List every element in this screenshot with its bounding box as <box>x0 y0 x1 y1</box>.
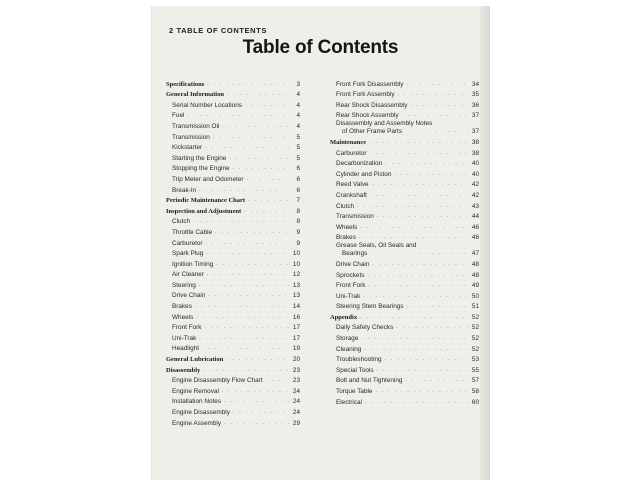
toc-entry-label: Spark Plug <box>172 250 204 258</box>
toc-entry-page-number: 57 <box>471 377 479 385</box>
toc-entry <box>330 188 479 199</box>
toc-entry-label: Steering Stem Bearings <box>336 303 404 311</box>
toc-entry-label: Clutch <box>336 202 355 210</box>
toc-entry-label: Troubleshooting <box>336 356 382 364</box>
toc-entry-label: Front Fork Assembly <box>336 91 395 99</box>
toc-entry-label: Ignition Timing <box>172 260 214 268</box>
toc-entry-label: Crankshaft <box>336 191 367 199</box>
toc-entry <box>330 257 479 268</box>
dot-leader <box>370 151 468 156</box>
toc-entry-page-number: 6 <box>296 165 300 173</box>
dot-leader <box>406 82 468 87</box>
dot-leader <box>385 357 468 362</box>
dot-leader <box>369 140 468 145</box>
toc-entry-label: Periodic Maintenance Chart <box>166 197 246 205</box>
toc-entry-label: Cleaning <box>336 345 362 353</box>
toc-entry <box>330 268 479 279</box>
toc-section-entry <box>166 363 300 374</box>
dot-leader <box>365 400 468 405</box>
toc-entry-page-number: 43 <box>471 202 479 210</box>
toc-section-entry <box>166 77 300 88</box>
toc-entry-page-number: 24 <box>292 387 300 395</box>
toc-entry-label: Brakes <box>172 303 192 311</box>
toc-section-entry <box>330 310 479 321</box>
toc-entry-label: Transmission Oil <box>172 122 220 130</box>
toc-entry-label: Reed Valve <box>336 181 369 189</box>
dot-leader <box>216 262 289 267</box>
toc-entry-label: Kickstarter <box>172 144 203 152</box>
toc-entry-label: Uni-Trak <box>336 292 361 300</box>
toc-entry-page-number: 4 <box>296 101 300 109</box>
toc-entry <box>330 241 479 257</box>
toc-entry-label: Disassembly <box>166 366 201 374</box>
dot-leader <box>199 283 289 288</box>
toc-entry <box>166 247 300 258</box>
toc-entry-label: Wheels <box>336 223 358 231</box>
dot-leader <box>199 336 289 341</box>
toc-entry-label: Sprockets <box>336 271 365 279</box>
toc-entry-page-number: 44 <box>471 213 479 221</box>
toc-entry-page-number: 16 <box>292 313 300 321</box>
dot-leader <box>247 177 289 182</box>
dot-leader <box>372 262 468 267</box>
dot-leader <box>363 294 468 299</box>
toc-entry-label: Engine Assembly <box>172 419 222 427</box>
toc-entry <box>166 141 300 152</box>
toc-entry <box>330 363 479 374</box>
toc-entry-label: Brakes <box>336 234 356 242</box>
dot-leader <box>405 378 468 383</box>
toc-entry-page-number: 52 <box>471 324 479 332</box>
toc-entry-label: Wheels <box>172 313 194 321</box>
dot-leader <box>419 251 468 256</box>
toc-entry-page-number: 51 <box>471 303 479 311</box>
toc-entry-page-number: 8 <box>296 218 300 226</box>
toc-entry-label-line1: Disassembly and Assembly Notes <box>336 120 433 128</box>
dot-leader <box>375 389 468 394</box>
dot-leader <box>245 103 289 108</box>
toc-entry <box>330 210 479 221</box>
dot-leader <box>361 336 468 341</box>
toc-entry-label: Decarbonization <box>336 160 383 168</box>
toc-entry-page-number: 37 <box>471 112 479 120</box>
toc-entry <box>166 109 300 120</box>
dot-leader <box>360 315 468 320</box>
toc-entry-page-number: 52 <box>471 313 479 321</box>
dot-leader <box>372 182 468 187</box>
toc-entry-label: Cylinder and Piston <box>336 170 392 178</box>
toc-entry-page-number: 40 <box>471 170 479 178</box>
toc-entry <box>330 119 479 135</box>
dot-leader <box>377 368 468 373</box>
toc-entry <box>330 331 479 342</box>
toc-entry <box>330 279 479 290</box>
toc-entry-page-number: 49 <box>471 282 479 290</box>
dot-leader <box>377 214 468 219</box>
toc-entry-label: Engine Disassembly <box>172 409 230 416</box>
toc-entry-page-number: 17 <box>292 334 300 342</box>
toc-entry <box>330 395 479 406</box>
dot-leader <box>244 209 289 214</box>
toc-entry-label: Throttle Cable <box>172 228 213 236</box>
toc-entry <box>330 353 479 364</box>
toc-entry <box>166 268 300 279</box>
toc-left-column <box>166 77 300 427</box>
toc-entry <box>166 289 300 300</box>
toc-entry-label: Appendix <box>330 313 358 321</box>
dot-leader <box>266 378 289 383</box>
toc-entry-label: Carburetor <box>336 149 367 157</box>
toc-right-column <box>330 77 479 406</box>
dot-leader <box>222 124 289 129</box>
dot-leader <box>196 315 289 320</box>
dot-leader <box>208 293 289 298</box>
toc-entry-page-number: 36 <box>471 101 479 109</box>
dot-leader <box>224 421 289 426</box>
toc-entry <box>166 405 300 416</box>
toc-entry-page-number: 19 <box>292 345 300 353</box>
toc-entry <box>166 384 300 395</box>
dot-leader <box>229 156 289 161</box>
toc-entry <box>330 384 479 395</box>
toc-entry-page-number: 14 <box>292 303 300 311</box>
toc-entry-label <box>336 120 432 135</box>
toc-entry-page-number: 58 <box>471 388 479 396</box>
toc-entry <box>166 299 300 310</box>
toc-entry-label: Installation Notes <box>172 398 222 406</box>
toc-entry-page-number: 38 <box>471 149 479 157</box>
dot-leader <box>199 188 289 193</box>
toc-entry-label-line1: Grease Seals, Oil Seals and <box>336 242 417 250</box>
dot-leader <box>435 129 468 134</box>
toc-entry-label: Torque Table <box>336 388 373 396</box>
toc-entry-page-number: 34 <box>471 80 479 88</box>
toc-entry <box>166 236 300 247</box>
toc-entry-label: Uni-Trak <box>172 334 197 342</box>
toc-entry <box>330 321 479 332</box>
toc-entry-label: Starting the Engine <box>172 154 227 162</box>
toc-entry-label: Engine Removal <box>172 387 219 395</box>
toc-entry-label: Storage <box>336 335 359 343</box>
toc-entry <box>166 225 300 236</box>
toc-entry-page-number: 10 <box>292 260 300 268</box>
toc-entry-label: Electrical <box>336 398 362 406</box>
toc-entry <box>166 119 300 130</box>
toc-entry-label: General Lubrication <box>166 356 224 364</box>
toc-section-entry <box>166 194 300 205</box>
toc-entry-page-number: 4 <box>296 122 300 130</box>
toc-entry-label-line2: of Other Frame Parts <box>342 127 403 135</box>
dot-leader <box>410 103 468 108</box>
toc-entry <box>166 310 300 321</box>
toc-entry-page-number: 6 <box>296 175 300 183</box>
toc-entry-page-number: 50 <box>471 292 479 300</box>
toc-section-entry <box>166 204 300 215</box>
dot-leader <box>233 166 289 171</box>
toc-entry-label: Drive Chain <box>172 292 206 300</box>
toc-entry-label: Steering <box>172 281 196 289</box>
toc-entry-label: Front Fork <box>172 324 202 332</box>
toc-entry <box>330 300 479 311</box>
page-header: 2 TABLE OF CONTENTS <box>169 26 267 35</box>
page-edge <box>480 6 490 480</box>
toc-entry <box>166 416 300 427</box>
dot-leader <box>224 399 289 404</box>
toc-entry-page-number: 48 <box>471 271 479 279</box>
toc-entry-page-number: 9 <box>296 239 300 247</box>
toc-entry-page-number: 42 <box>471 191 479 199</box>
toc-entry <box>166 183 300 194</box>
toc-entry-page-number: 12 <box>292 271 300 279</box>
dot-leader <box>207 82 289 87</box>
toc-entry-page-number: 60 <box>471 398 479 406</box>
toc-entry-page-number: 46 <box>471 234 479 242</box>
toc-entry-page-number: 5 <box>296 154 300 162</box>
toc-entry <box>330 146 479 157</box>
dot-leader <box>367 273 468 278</box>
toc-entry-label: Transmission <box>172 133 210 141</box>
toc-entry-page-number: 23 <box>292 377 300 385</box>
toc-entry-page-number: 47 <box>471 250 479 258</box>
toc-entry <box>330 98 479 109</box>
toc-entry-page-number: 40 <box>471 160 479 168</box>
toc-entry-label: Headlight <box>172 345 200 353</box>
toc-entry-label: Daily Safety Checks <box>336 324 394 332</box>
dot-leader <box>233 410 289 415</box>
dot-leader <box>402 113 468 118</box>
toc-entry-label: Special Tools <box>336 366 374 374</box>
dot-leader <box>370 193 468 198</box>
toc-entry-page-number: 46 <box>471 223 479 231</box>
toc-entry-label: Front Fork Disassembly <box>336 80 404 88</box>
toc-entry <box>166 342 300 353</box>
toc-entry-page-number: 48 <box>471 260 479 268</box>
toc-entry-page-number: 20 <box>292 356 300 364</box>
dot-leader <box>364 347 468 352</box>
toc-entry-label: Clutch <box>172 218 191 226</box>
toc-entry-page-number: 4 <box>296 112 300 120</box>
toc-entry-page-number: 24 <box>292 398 300 406</box>
toc-entry <box>330 178 479 189</box>
toc-entry-label: Inspection and Adjustment <box>166 207 242 215</box>
toc-entry-label <box>336 242 416 257</box>
toc-entry <box>330 289 479 300</box>
dot-leader <box>195 304 289 309</box>
toc-entry <box>166 98 300 109</box>
toc-entry-page-number: 10 <box>292 250 300 258</box>
toc-entry <box>330 88 479 99</box>
toc-entry <box>330 109 479 120</box>
toc-entry-page-number: 52 <box>471 335 479 343</box>
dot-leader <box>187 113 289 118</box>
toc-entry-page-number: 6 <box>296 186 300 194</box>
toc-entry <box>166 321 300 332</box>
toc-entry-label: General Information <box>166 91 224 99</box>
toc-entry <box>166 162 300 173</box>
dot-leader <box>226 357 289 362</box>
toc-entry-label: Bolt and Nut Tightening <box>336 377 403 385</box>
toc-entry-page-number: 24 <box>292 409 300 416</box>
toc-entry <box>166 395 300 406</box>
toc-entry-label: Trip Meter and Odometer <box>172 175 244 183</box>
toc-entry <box>166 374 300 385</box>
dot-leader <box>359 235 468 240</box>
toc-entry-label-line2: Bearings <box>342 249 368 257</box>
dot-leader <box>205 145 289 150</box>
toc-section-entry <box>166 352 300 363</box>
toc-entry <box>166 172 300 183</box>
dot-leader <box>206 241 289 246</box>
dot-leader <box>207 272 289 277</box>
dot-leader <box>407 304 469 309</box>
toc-entry <box>330 220 479 231</box>
toc-entry <box>330 167 479 178</box>
dot-leader <box>206 251 289 256</box>
toc-entry <box>330 231 479 242</box>
toc-entry-label: Engine Disassembly Flow Chart <box>172 377 263 385</box>
toc-section-entry <box>166 88 300 99</box>
toc-entry-page-number: 35 <box>471 91 479 99</box>
dot-leader <box>204 325 289 330</box>
toc-entry-label: Front Fork <box>336 282 366 290</box>
toc-entry-label: Fuel <box>172 112 185 120</box>
toc-entry-page-number: 53 <box>471 356 479 364</box>
toc-entry-label: Drive Chain <box>336 260 370 268</box>
toc-entry <box>166 130 300 141</box>
toc-entry-label: Rear Shock Assembly <box>336 112 399 120</box>
toc-entry <box>330 199 479 210</box>
dot-leader <box>357 204 468 209</box>
toc-entry-page-number: 17 <box>292 324 300 332</box>
toc-entry-label: Break-In <box>172 186 197 194</box>
toc-section-entry <box>330 135 479 146</box>
toc-entry <box>330 157 479 168</box>
toc-entry-label: Serial Number Locations <box>172 101 242 109</box>
toc-entry-page-number: 37 <box>471 128 479 136</box>
toc-entry-page-number: 38 <box>471 138 479 146</box>
toc-entry-label: Maintenance <box>330 138 367 146</box>
toc-entry-page-number: 9 <box>296 228 300 236</box>
toc-entry-label: Specifications <box>166 80 205 88</box>
dot-leader <box>213 135 289 140</box>
toc-entry-page-number: 13 <box>292 281 300 289</box>
toc-entry <box>166 151 300 162</box>
toc-entry <box>166 215 300 226</box>
toc-entry-page-number: 42 <box>471 181 479 189</box>
toc-entry <box>166 278 300 289</box>
toc-entry-page-number: 4 <box>296 91 300 99</box>
dot-leader <box>385 161 468 166</box>
toc-entry-page-number: 13 <box>292 292 300 300</box>
dot-leader <box>215 230 289 235</box>
toc-entry-page-number: 7 <box>296 197 300 205</box>
toc-entry-page-number: 23 <box>292 366 300 374</box>
toc-entry-page-number: 8 <box>296 207 300 215</box>
toc-entry <box>330 342 479 353</box>
toc-entry <box>166 257 300 268</box>
toc-entry-page-number: 5 <box>296 144 300 152</box>
toc-entry <box>330 374 479 385</box>
toc-entry-label: Carburetor <box>172 239 203 247</box>
dot-leader <box>203 368 289 373</box>
toc-entry-label: Stopping the Engine <box>172 165 230 173</box>
toc-entry-label: Transmission <box>336 213 374 221</box>
toc-entry <box>330 77 479 88</box>
dot-leader <box>398 92 468 97</box>
dot-leader <box>394 172 468 177</box>
dot-leader <box>193 219 289 224</box>
page-title: Table of Contents <box>242 37 399 58</box>
dot-leader <box>248 198 289 203</box>
toc-entry-label: Air Cleaner <box>172 271 204 279</box>
dot-leader <box>360 225 468 230</box>
toc-entry-page-number: 52 <box>471 345 479 353</box>
dot-leader <box>368 283 468 288</box>
toc-entry-page-number: 29 <box>292 419 300 427</box>
dot-leader <box>222 389 289 394</box>
document-page <box>152 6 489 480</box>
dot-leader <box>202 346 289 351</box>
dot-leader <box>396 325 468 330</box>
toc-entry-label: Rear Shock Disassembly <box>336 101 408 109</box>
toc-entry <box>166 331 300 342</box>
toc-entry-page-number: 55 <box>471 366 479 374</box>
dot-leader <box>227 92 289 97</box>
toc-entry-page-number: 5 <box>296 133 300 141</box>
toc-entry-page-number: 3 <box>296 80 300 88</box>
